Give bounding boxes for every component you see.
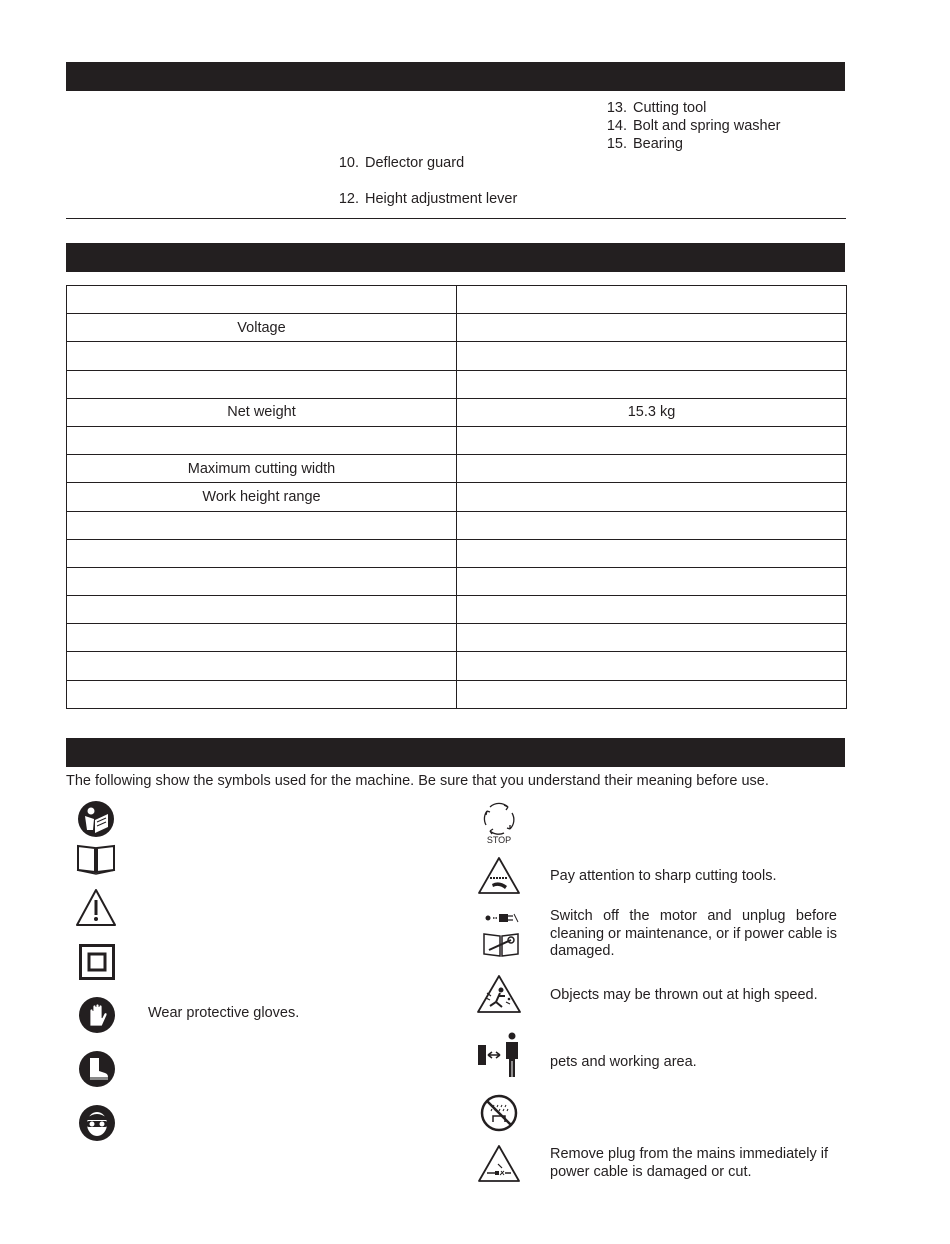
spec-row: [67, 624, 847, 652]
symbol-text: Wear protective gloves.: [148, 1005, 300, 1021]
unplug-maintenance-icon: [481, 910, 521, 960]
protective-gloves-icon: [78, 996, 116, 1034]
stop-label: STOP: [486, 835, 512, 845]
spec-value: 15.3 kg: [457, 398, 847, 426]
symbols-intro: The following show the symbols used for the machine. Be sure that you understand their meaning before use.: [66, 773, 769, 789]
spec-row: [67, 286, 847, 314]
symbol-text: Objects may be thrown out at high speed.: [550, 987, 818, 1003]
spec-value: [457, 680, 847, 708]
spec-label: Voltage: [67, 314, 457, 342]
spec-value: [457, 596, 847, 624]
spec-row: [67, 567, 847, 595]
part-item: 13. Cutting tool: [606, 100, 707, 116]
spec-row: [67, 652, 847, 680]
spec-label: [67, 680, 457, 708]
symbol-text: Remove plug from the mains immediately if power cable is damaged or cut.: [550, 1146, 829, 1180]
specifications-section-header: [66, 243, 845, 272]
symbol-text: pets and working area.: [550, 1054, 697, 1070]
spec-label: [67, 624, 457, 652]
spec-row: [67, 426, 847, 454]
specifications-table: [66, 285, 847, 709]
spec-row: [67, 680, 847, 708]
part-item: 15. Bearing: [606, 136, 683, 152]
spec-label: [67, 426, 457, 454]
spec-row: [67, 539, 847, 567]
spec-value: [457, 342, 847, 370]
spec-label: [67, 286, 457, 314]
spec-value: [457, 511, 847, 539]
warning-triangle-icon: [74, 887, 118, 929]
spec-row: [67, 398, 847, 426]
no-rain-icon: [480, 1094, 518, 1132]
spec-label: Maximum cutting width: [67, 455, 457, 483]
spec-row: [67, 314, 847, 342]
spec-value: [457, 426, 847, 454]
parts-section-header: [66, 62, 845, 91]
spec-label: [67, 567, 457, 595]
spec-label: [67, 596, 457, 624]
part-item: 10. Deflector guard: [338, 155, 465, 171]
part-item: 14. Bolt and spring washer: [606, 118, 781, 134]
spec-label: Work height range: [67, 483, 457, 511]
double-insulation-icon: [79, 944, 115, 980]
spec-row: [67, 342, 847, 370]
spec-value: [457, 652, 847, 680]
symbol-text: Pay attention to sharp cutting tools.: [550, 868, 777, 884]
spec-label: [67, 652, 457, 680]
thrown-objects-icon: [476, 974, 522, 1016]
spec-value: [457, 539, 847, 567]
symbol-text: Switch off the motor and unplug before cleaning or maintenance, or if power cable is damaged.: [550, 908, 837, 959]
spec-label: [67, 511, 457, 539]
spec-row: [67, 596, 847, 624]
spec-label: Net weight: [67, 398, 457, 426]
spec-label: [67, 342, 457, 370]
spec-row: [67, 483, 847, 511]
spec-value: [457, 624, 847, 652]
spec-value: [457, 314, 847, 342]
spec-label: [67, 539, 457, 567]
spec-row: [67, 370, 847, 398]
spec-value: [457, 286, 847, 314]
section-divider: [66, 218, 846, 219]
sharp-tool-icon: [477, 856, 521, 896]
protective-boots-icon: [78, 1050, 116, 1088]
eye-protection-icon: [78, 1104, 116, 1142]
symbols-section-header: [66, 738, 845, 767]
parts-list-col3: [597, 99, 781, 153]
read-manual-icon: [76, 800, 118, 876]
spec-value: [457, 370, 847, 398]
spec-value: [457, 567, 847, 595]
spec-label: [67, 370, 457, 398]
spec-row: [67, 511, 847, 539]
damaged-cable-icon: [477, 1144, 521, 1184]
keep-distance-icon: [476, 1031, 522, 1079]
spec-row: [67, 455, 847, 483]
stop-rotation-icon: [480, 799, 518, 845]
spec-value: [457, 483, 847, 511]
spec-value: [457, 455, 847, 483]
part-item: 12. Height adjustment lever: [338, 191, 518, 207]
